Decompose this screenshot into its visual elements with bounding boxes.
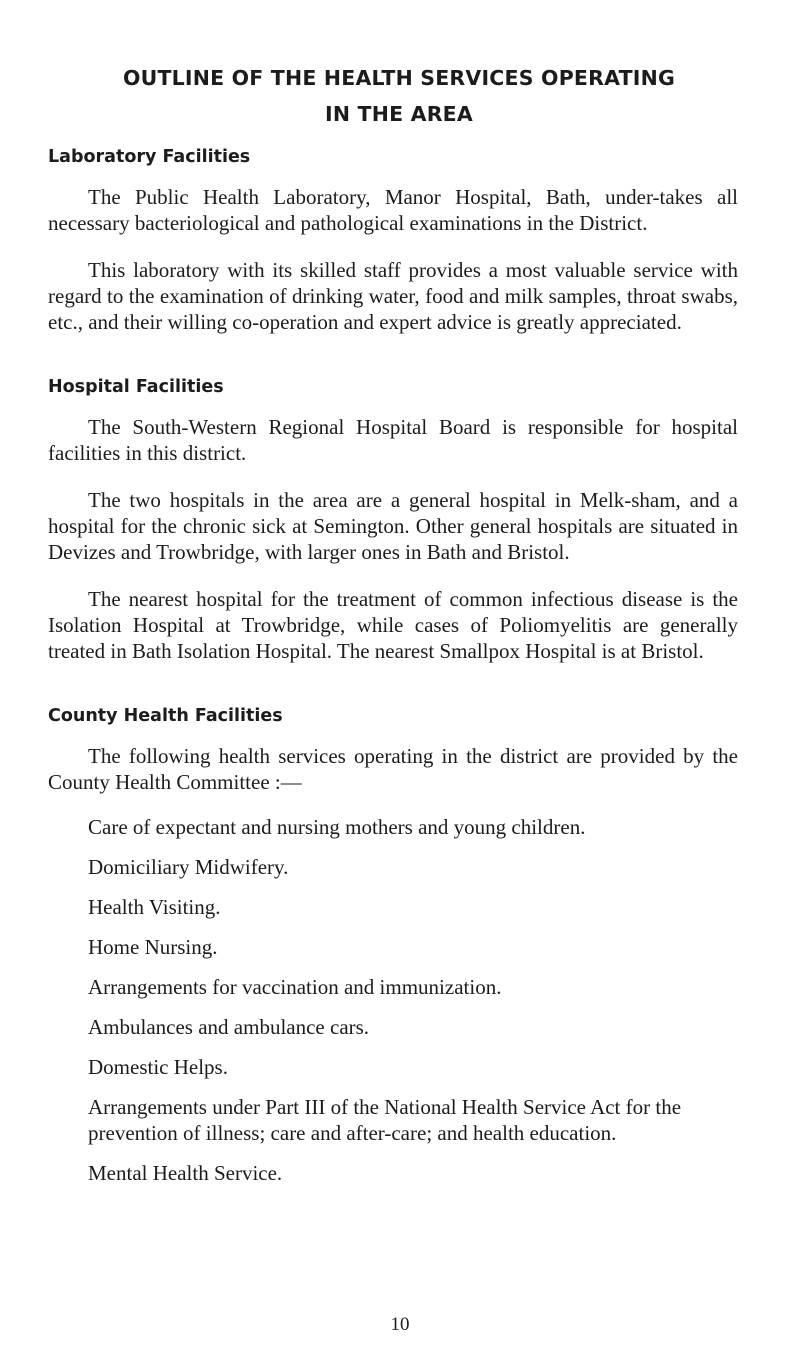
paragraph: The South-Western Regional Hospital Board is responsible for hospital facilities in this district. bbox=[48, 415, 738, 465]
services-list bbox=[48, 814, 738, 1186]
paragraph: This laboratory with its skilled staff provides a most valuable service with regard to the examination of drinking water, food and milk samples, throat swabs, etc., and their willing co-operation and expert advice is greatly appreciated. bbox=[48, 258, 738, 334]
title-line-1: OUTLINE OF THE HEALTH SERVICES OPERATING bbox=[123, 66, 675, 90]
section-hospital-facilities bbox=[48, 374, 738, 664]
list-item: Health Visiting. bbox=[88, 895, 221, 919]
page-title bbox=[60, 60, 738, 132]
list-item: Domestic Helps. bbox=[88, 1055, 228, 1079]
paragraph: The two hospitals in the area are a general hospital in Melk-sham, and a hospital for the chronic sick at Semington. Other general hospitals are situated in Devizes and Trowbridge, with larger ones in Bath and Bristol. bbox=[48, 488, 738, 564]
list-item: Arrangements under Part III of the National Health Service Act for the prevention of illness; care and after-care; and health education. bbox=[88, 1095, 682, 1145]
section-county-health-facilities bbox=[48, 703, 738, 1186]
section-heading: Laboratory Facilities bbox=[48, 147, 251, 167]
paragraph: The nearest hospital for the treatment of common infectious disease is the Isolation Hospital at Trowbridge, while cases of Poliomyelitis are generally treated in Bath Isolation Hospital. The nearest Smallpox Hospital is at Bristol. bbox=[48, 587, 738, 663]
list-item: Home Nursing. bbox=[88, 935, 218, 959]
page-number: 10 bbox=[390, 1314, 410, 1335]
section-heading: County Health Facilities bbox=[48, 706, 283, 726]
list-item: Care of expectant and nursing mothers and young children. bbox=[88, 815, 586, 839]
list-item: Ambulances and ambulance cars. bbox=[88, 1015, 370, 1039]
list-item: Arrangements for vaccination and immunization. bbox=[88, 975, 502, 999]
document-page bbox=[48, 60, 738, 1200]
paragraph: The Public Health Laboratory, Manor Hospital, Bath, under-takes all necessary bacteriological and pathological examinations in the District. bbox=[48, 185, 738, 235]
list-item: Domiciliary Midwifery. bbox=[88, 855, 289, 879]
title-line-2: IN THE AREA bbox=[325, 102, 473, 126]
section-laboratory-facilities bbox=[48, 144, 738, 335]
list-item: Mental Health Service. bbox=[88, 1161, 283, 1185]
paragraph: The following health services operating in the district are provided by the County Health Committee :— bbox=[48, 744, 738, 794]
section-heading: Hospital Facilities bbox=[48, 377, 224, 397]
